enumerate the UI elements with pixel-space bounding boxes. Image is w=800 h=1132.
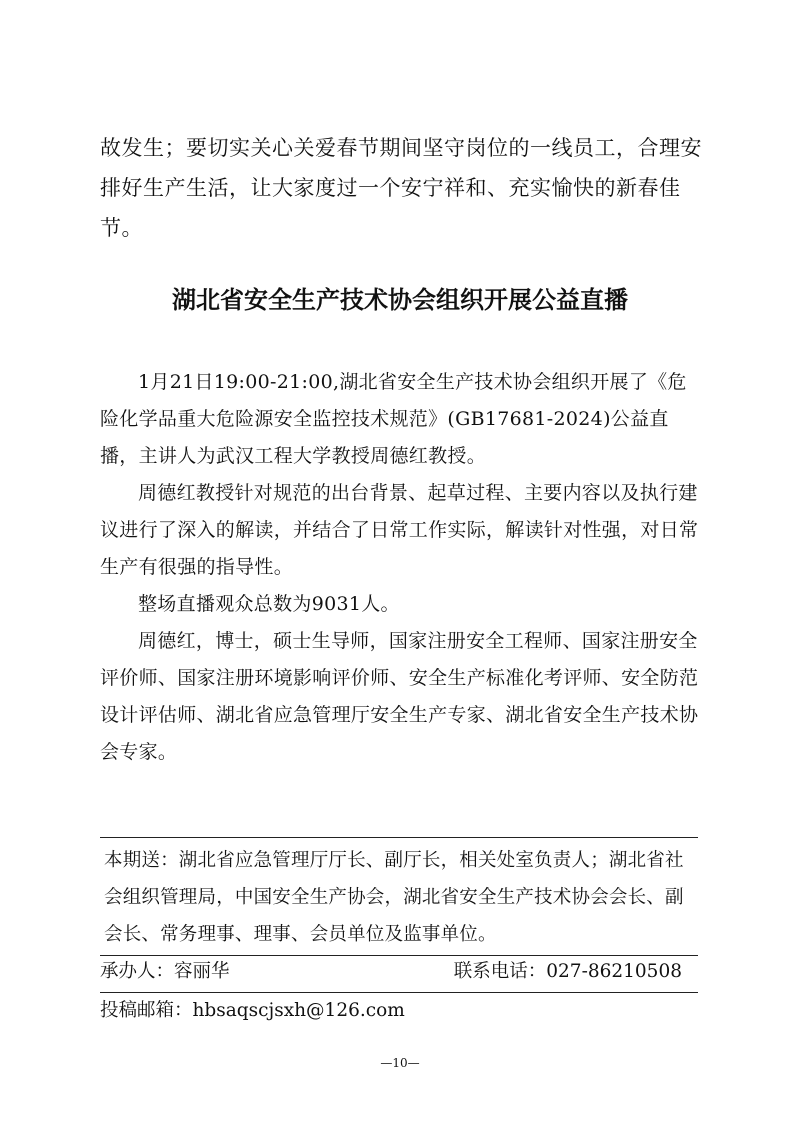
contact-phone: 联系电话：027-86210508 [453, 961, 682, 982]
page-number: —10— [380, 1056, 420, 1070]
footer-middle-divider [100, 955, 698, 956]
contact-person: 承办人：容丽华 [100, 961, 230, 982]
footer-bottom-divider [100, 992, 698, 993]
article-body [100, 364, 706, 771]
article-paragraph-4: 周德红，博士，硕士生导师，国家注册安全工程师、国家注册安全评价师、国家注册环境影响评价师、安全生产标准化考评师、安全防范设计评估师、湖北省应急管理厅安全生产专家、湖北省安全生产技术协会专家。 [100, 630, 699, 763]
article-title: 湖北省安全生产技术协会组织开展公益直播 [172, 286, 628, 314]
article-paragraph-1: 1月21日19:00-21:00,湖北省安全生产技术协会组织开展了《危险化学品重大危险源安全监控技术规范》(GB17681-2024)公益直播，主讲人为武汉工程大学教授周德红教授。 [100, 371, 687, 467]
submission-email: 投稿邮箱：hbsaqscjsxh@126.com [100, 1000, 405, 1021]
article-paragraph-3: 整场直播观众总数为9031人。 [138, 593, 400, 615]
distribution-list: 本期送：湖北省应急管理厅厅长、副厅长，相关处室负责人；湖北省社会组织管理局，中国安全生产协会，湖北省安全生产技术协会会长、副会长、常务理事、理事、会员单位及监事单位。 [104, 850, 684, 945]
contact-line [100, 958, 700, 986]
footer-top-divider [100, 837, 698, 838]
article-paragraph-2: 周德红教授针对规范的出台背景、起草过程、主要内容以及执行建议进行了深入的解读，并结合了日常工作实际，解读针对性强，对日常生产有很强的指导性。 [100, 482, 699, 578]
continued-paragraph: 故发生；要切实关心关爱春节期间坚守岗位的一线员工，合理安排好生产生活，让大家度过一个安宁祥和、充实愉快的新春佳节。 [100, 136, 702, 240]
